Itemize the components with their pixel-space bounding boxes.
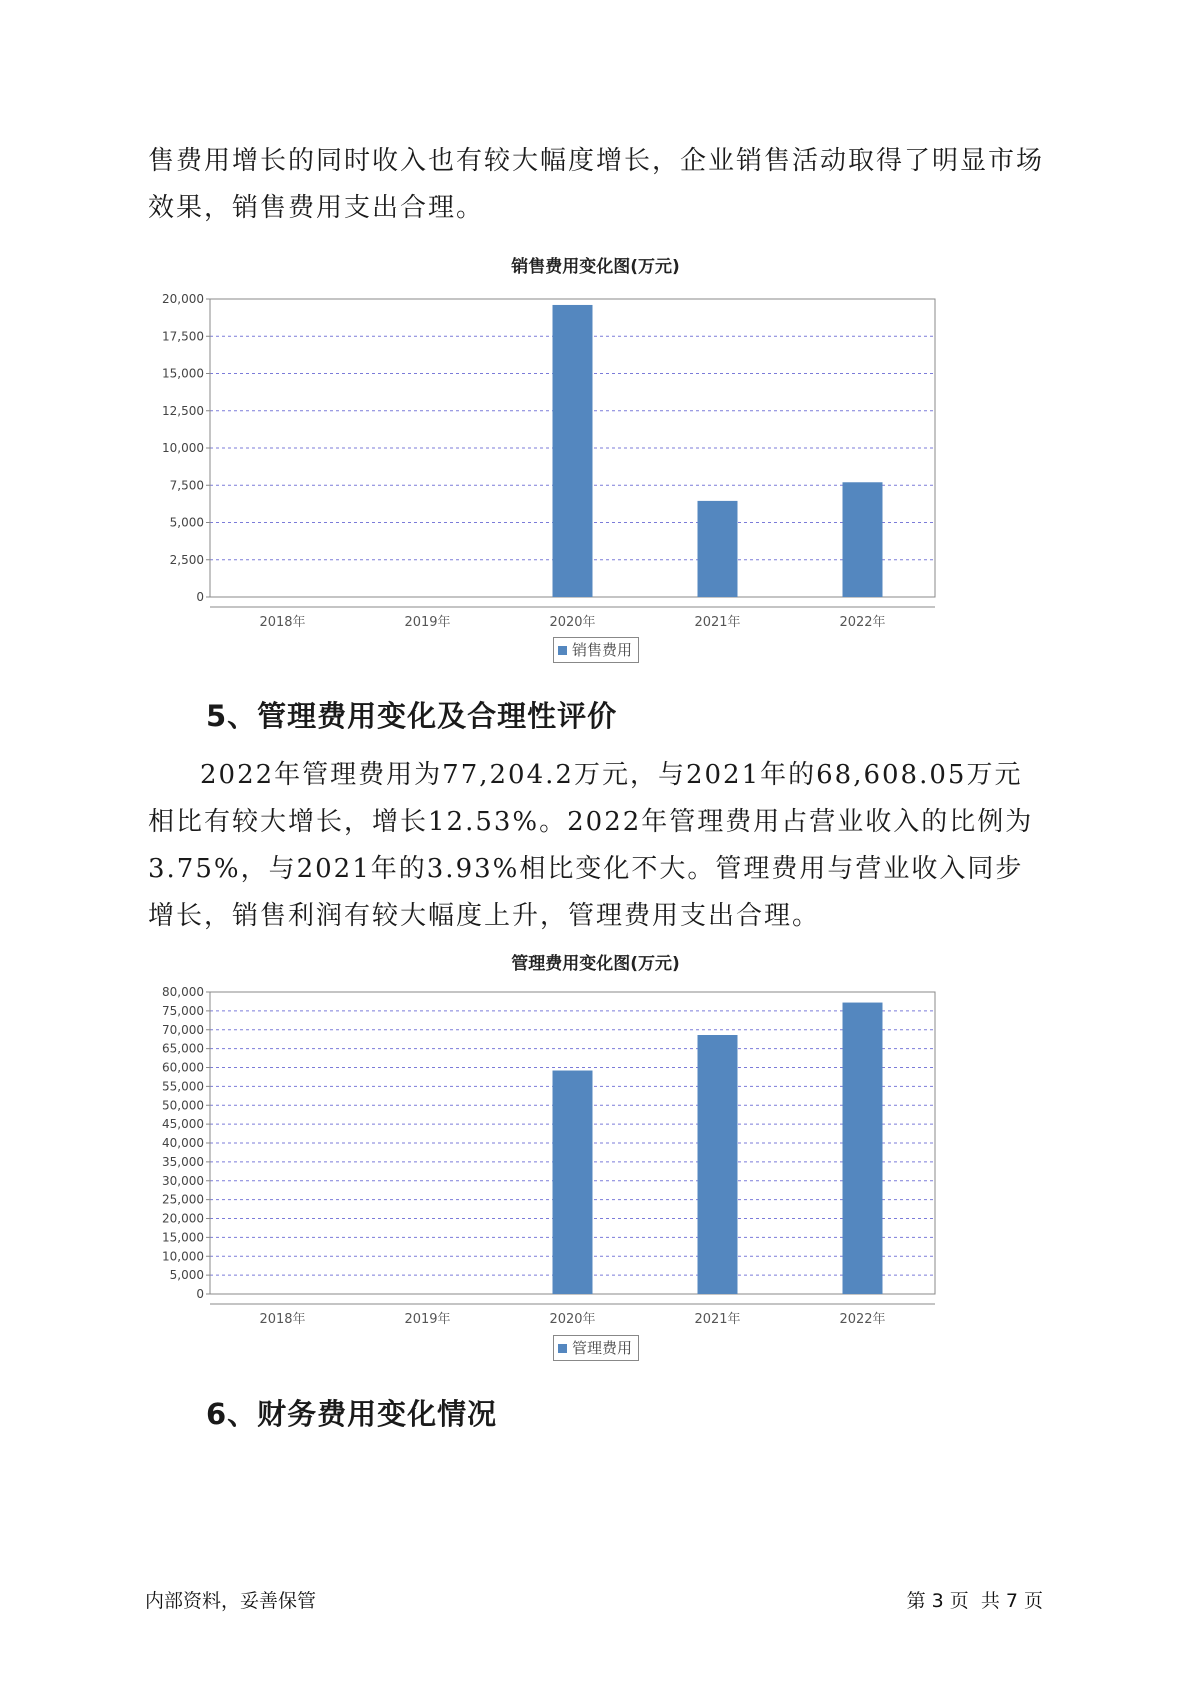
y-tick-label: 5,000 [169, 1268, 204, 1283]
y-tick-label: 2,500 [169, 552, 204, 567]
legend-swatch [558, 646, 567, 655]
y-tick-label: 40,000 [162, 1136, 204, 1150]
chart1-legend [553, 637, 639, 663]
y-tick-label: 25,000 [162, 1192, 204, 1207]
y-tick-label: 17,500 [162, 329, 204, 344]
y-tick-label: 12,500 [162, 403, 204, 418]
section5-heading: 5、管理费用变化及合理性评价 [206, 699, 618, 733]
y-tick-label: 5,000 [169, 515, 204, 530]
bar-2020年 [553, 1071, 593, 1294]
y-tick-label: 15,000 [162, 1230, 204, 1245]
x-tick-label: 2019年 [404, 1312, 451, 1327]
x-tick-label: 2018年 [259, 615, 306, 630]
x-tick-label: 2020年 [549, 615, 596, 630]
x-tick-label: 2018年 [259, 1312, 306, 1327]
bar-2021年 [698, 501, 738, 597]
bar-2021年 [698, 1035, 738, 1294]
section5-paragraph [148, 752, 1048, 940]
chart2-title: 管理费用变化图(万元) [511, 954, 680, 974]
y-tick-label: 0 [196, 1287, 204, 1301]
y-tick-label: 20,000 [162, 1211, 204, 1226]
x-tick-label: 2022年 [839, 1312, 886, 1327]
y-tick-label: 7,500 [169, 478, 204, 493]
y-tick-label: 10,000 [162, 441, 204, 455]
x-tick-label: 2022年 [839, 615, 886, 630]
y-tick-label: 35,000 [162, 1154, 204, 1169]
bar-2020年 [553, 305, 593, 597]
y-tick-label: 15,000 [162, 366, 204, 381]
y-tick-label: 60,000 [162, 1060, 204, 1075]
y-tick-label: 65,000 [162, 1041, 204, 1056]
footer-page-number: 第 3 页 共 7 页 [906, 1590, 1043, 1612]
x-tick-label: 2021年 [694, 1312, 741, 1327]
section5-body: 2022年管理费用为77,204.2万元，与2021年的68,608.05万元相比有较大增长，增长12.53%。2022年管理费用占营业收入的比例为3.75%，与2021年的3.93%相比变化不大。管理费用与营业收入同步增长，销售利润有较大幅度上升，管理费用支出合理。 [148, 760, 1034, 931]
chart2-legend [553, 1335, 639, 1361]
y-tick-label: 80,000 [162, 985, 204, 999]
legend-swatch [558, 1344, 567, 1353]
y-tick-label: 70,000 [162, 1022, 204, 1037]
y-tick-label: 10,000 [162, 1249, 204, 1264]
bar-2022年 [843, 1003, 883, 1294]
footer-confidential: 内部资料，妥善保管 [145, 1590, 317, 1612]
admin-expense-chart [0, 982, 1191, 1327]
chart1-legend-label: 销售费用 [572, 641, 633, 659]
intro-line-1: 售费用增长的同时收入也有较大幅度增长，企业销售活动取得了明显市场 [148, 146, 1045, 176]
x-tick-label: 2021年 [694, 615, 741, 630]
y-tick-label: 20,000 [162, 292, 204, 306]
x-tick-label: 2020年 [549, 1312, 596, 1327]
intro-paragraph [148, 138, 1048, 232]
chart2-legend-label: 管理费用 [572, 1339, 633, 1357]
y-tick-label: 30,000 [162, 1173, 204, 1188]
y-tick-label: 50,000 [162, 1098, 204, 1113]
y-tick-label: 45,000 [162, 1117, 204, 1132]
section6-heading: 6、财务费用变化情况 [206, 1397, 498, 1431]
chart1-title: 销售费用变化图(万元) [511, 257, 680, 277]
y-tick-label: 0 [196, 590, 204, 604]
intro-line-2: 效果，销售费用支出合理。 [148, 193, 485, 223]
bar-2022年 [843, 482, 883, 597]
y-tick-label: 55,000 [162, 1079, 204, 1094]
sales-expense-chart [0, 285, 1191, 630]
x-tick-label: 2019年 [404, 615, 451, 630]
y-tick-label: 75,000 [162, 1003, 204, 1018]
